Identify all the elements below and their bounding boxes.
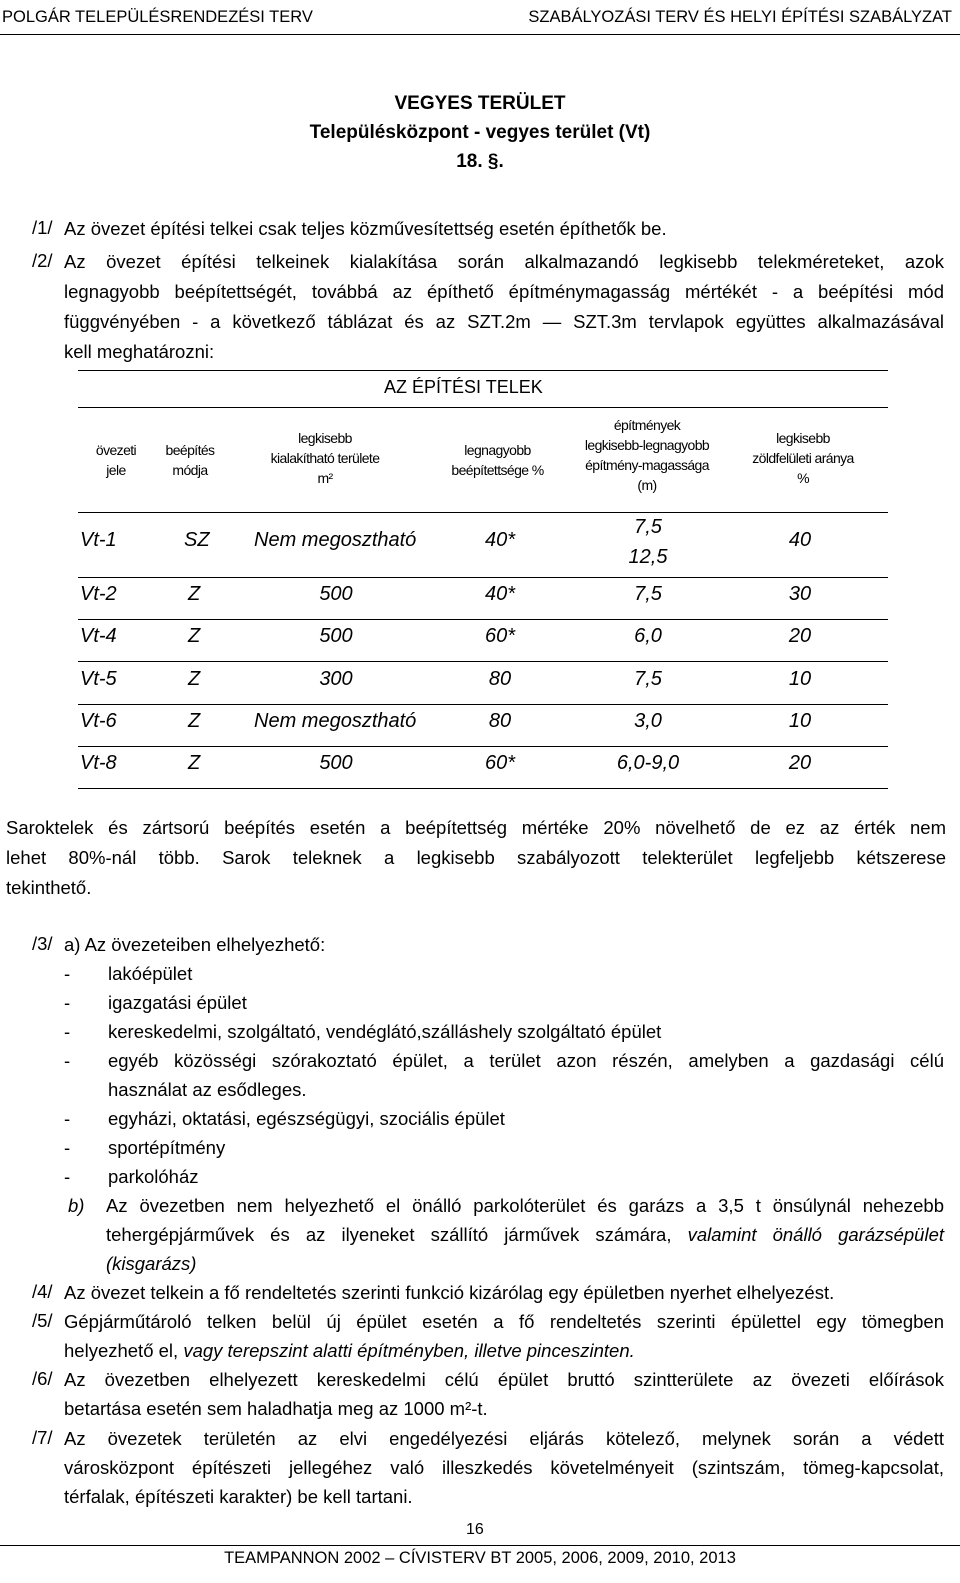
page-number: 16 <box>466 1521 484 1538</box>
list-item: egyházi, oktatási, egészségügyi, szociális épület <box>108 1108 505 1129</box>
header-min-area: legkisebb kialakítható területe m² <box>270 430 380 486</box>
paragraph-4-number: /4/ <box>32 1281 53 1302</box>
paragraph-7-number: /7/ <box>32 1427 53 1448</box>
paragraph-2-line-3: függvényében - a következő táblázat és az SZT.2m — SZT.3m tervlapok együttes alkalmazásával <box>64 311 944 332</box>
list-item-continuation: használat az esődleges. <box>108 1079 307 1100</box>
paragraph-2-line-4: kell meghatározni: <box>64 341 215 362</box>
table-header-rule <box>78 407 888 408</box>
footer-rule <box>0 1545 960 1546</box>
paragraph-5-line-1: Gépjárműtároló telken belül új épület esetén a fő rendeltetés szerinti épülettel egy tömegben <box>64 1311 944 1332</box>
paragraph-3-b-line-1: Az övezetben nem helyezhető el önálló parkolóterület és garázs a 3,5 t önsúlynál nehezebb <box>106 1195 944 1216</box>
footer-text: TEAMPANNON 2002 – CÍVISTERV BT 2005, 2006, 2009, 2010, 2013 <box>224 1549 736 1567</box>
list-item: kereskedelmi, szolgáltató, vendéglátó,szálláshely szolgáltató épület <box>108 1021 662 1042</box>
list-bullet: - <box>64 1137 71 1158</box>
list-bullet: - <box>64 1166 71 1187</box>
header-right: SZABÁLYOZÁSI TERV ÉS HELYI ÉPÍTÉSI SZABÁLYZAT <box>528 8 952 26</box>
paragraph-3-b-label: b) <box>68 1195 85 1216</box>
header-left: POLGÁR TELEPÜLÉSRENDEZÉSI TERV <box>2 8 313 26</box>
table-bottom-rule <box>78 788 888 789</box>
paragraph-3-b-line-3: (kisgarázs) <box>106 1253 197 1274</box>
list-item: parkolóház <box>108 1166 199 1187</box>
paragraph-2-number: /2/ <box>32 250 53 271</box>
header-building-height: építmények legkisebb-legnagyobb építmény-magassága (m) <box>584 417 710 493</box>
note-line-3: tekinthető. <box>6 877 92 898</box>
paragraph-3-number: /3/ <box>32 933 53 954</box>
list-item: sportépítmény <box>108 1137 226 1158</box>
row-rule <box>78 661 888 662</box>
table-title: AZ ÉPÍTÉSI TELEK <box>384 377 543 397</box>
paragraph-6-line-2: betartása esetén sem haladhatja meg az 1000 m²-t. <box>64 1398 488 1419</box>
row-rule <box>78 577 888 578</box>
list-item: igazgatási épület <box>108 992 247 1013</box>
paragraph-5-line-2: helyezhető el, vagy terepszint alatti építményben, illetve pinceszinten. <box>64 1340 635 1361</box>
table-top-rule <box>78 370 888 371</box>
table-body-rule <box>78 512 888 513</box>
row-rule <box>78 704 888 705</box>
list-bullet: - <box>64 963 71 984</box>
paragraph-7-line-1: Az övezetek területén az elvi engedélyezési eljárás kötelező, melynek során a védett <box>64 1428 944 1449</box>
row-rule <box>78 746 888 747</box>
section-subtitle: Településközpont - vegyes terület (Vt) <box>309 122 651 143</box>
paragraph-1-number: /1/ <box>32 217 53 238</box>
paragraph-6-number: /6/ <box>32 1368 53 1389</box>
list-bullet: - <box>64 1021 71 1042</box>
paragraph-1-text: Az övezet építési telkei csak teljes közművesítettség esetén építhetők be. <box>64 218 667 239</box>
note-line-2: lehet 80%-nál több. Sarok teleknek a legkisebb szabályozott telekterület legfeljebb kétszerese <box>6 847 946 868</box>
section-title: VEGYES TERÜLET <box>394 93 566 114</box>
list-bullet: - <box>64 992 71 1013</box>
header-building-mode: beépítés módja <box>165 442 215 478</box>
paragraph-7-line-2: városközpont építészeti jellegéhez való illeszkedés követelményeit (szintszám, tömeg-kapcsolat, <box>64 1457 944 1478</box>
page-header <box>0 4 960 28</box>
list-bullet: - <box>64 1108 71 1129</box>
header-green-ratio: legkisebb zöldfelületi aránya % <box>752 430 854 486</box>
list-item: lakóépület <box>108 963 193 984</box>
paragraph-2-line-2: legnagyobb beépítettségét, továbbá az építhető építménymagasság mértékét - a beépítési mód <box>64 281 944 302</box>
section-number: 18. §. <box>456 151 504 172</box>
paragraph-5-number: /5/ <box>32 1310 53 1331</box>
row-rule <box>78 619 888 620</box>
list-bullet: - <box>64 1050 71 1071</box>
paragraph-3-b-line-2: tehergépjárművek és az ilyeneket szállító járművek számára, valamint önálló garázsépület <box>106 1224 945 1245</box>
paragraph-2-line-1: Az övezet építési telkeinek kialakítása során alkalmazandó legkisebb telekméreteket, azok <box>64 251 944 272</box>
paragraph-3-a: a) Az övezeteiben elhelyezhető: <box>64 934 326 955</box>
paragraph-6-line-1: Az övezetben elhelyezett kereskedelmi célú épület bruttó szintterülete az övezeti előírások <box>64 1369 944 1390</box>
header-rule <box>0 34 960 35</box>
header-max-coverage: legnagyobb beépítettsége % <box>451 442 544 478</box>
list-item: egyéb közösségi szórakoztató épület, a terület azon részén, amelyben a gazdasági célú <box>108 1050 944 1071</box>
note-line-1: Saroktelek és zártsorú beépítés esetén a beépítettség mértéke 20% növelhető de ez az érték nem <box>6 817 946 838</box>
paragraph-4-text: Az övezet telkein a fő rendeltetés szerinti funkció kizárólag egy épületben nyerhet elhelyezést. <box>64 1282 835 1303</box>
paragraph-7-line-3: térfalak, építészeti karakter) be kell tartani. <box>64 1486 413 1507</box>
header-zone-code: övezeti jele <box>95 442 137 478</box>
